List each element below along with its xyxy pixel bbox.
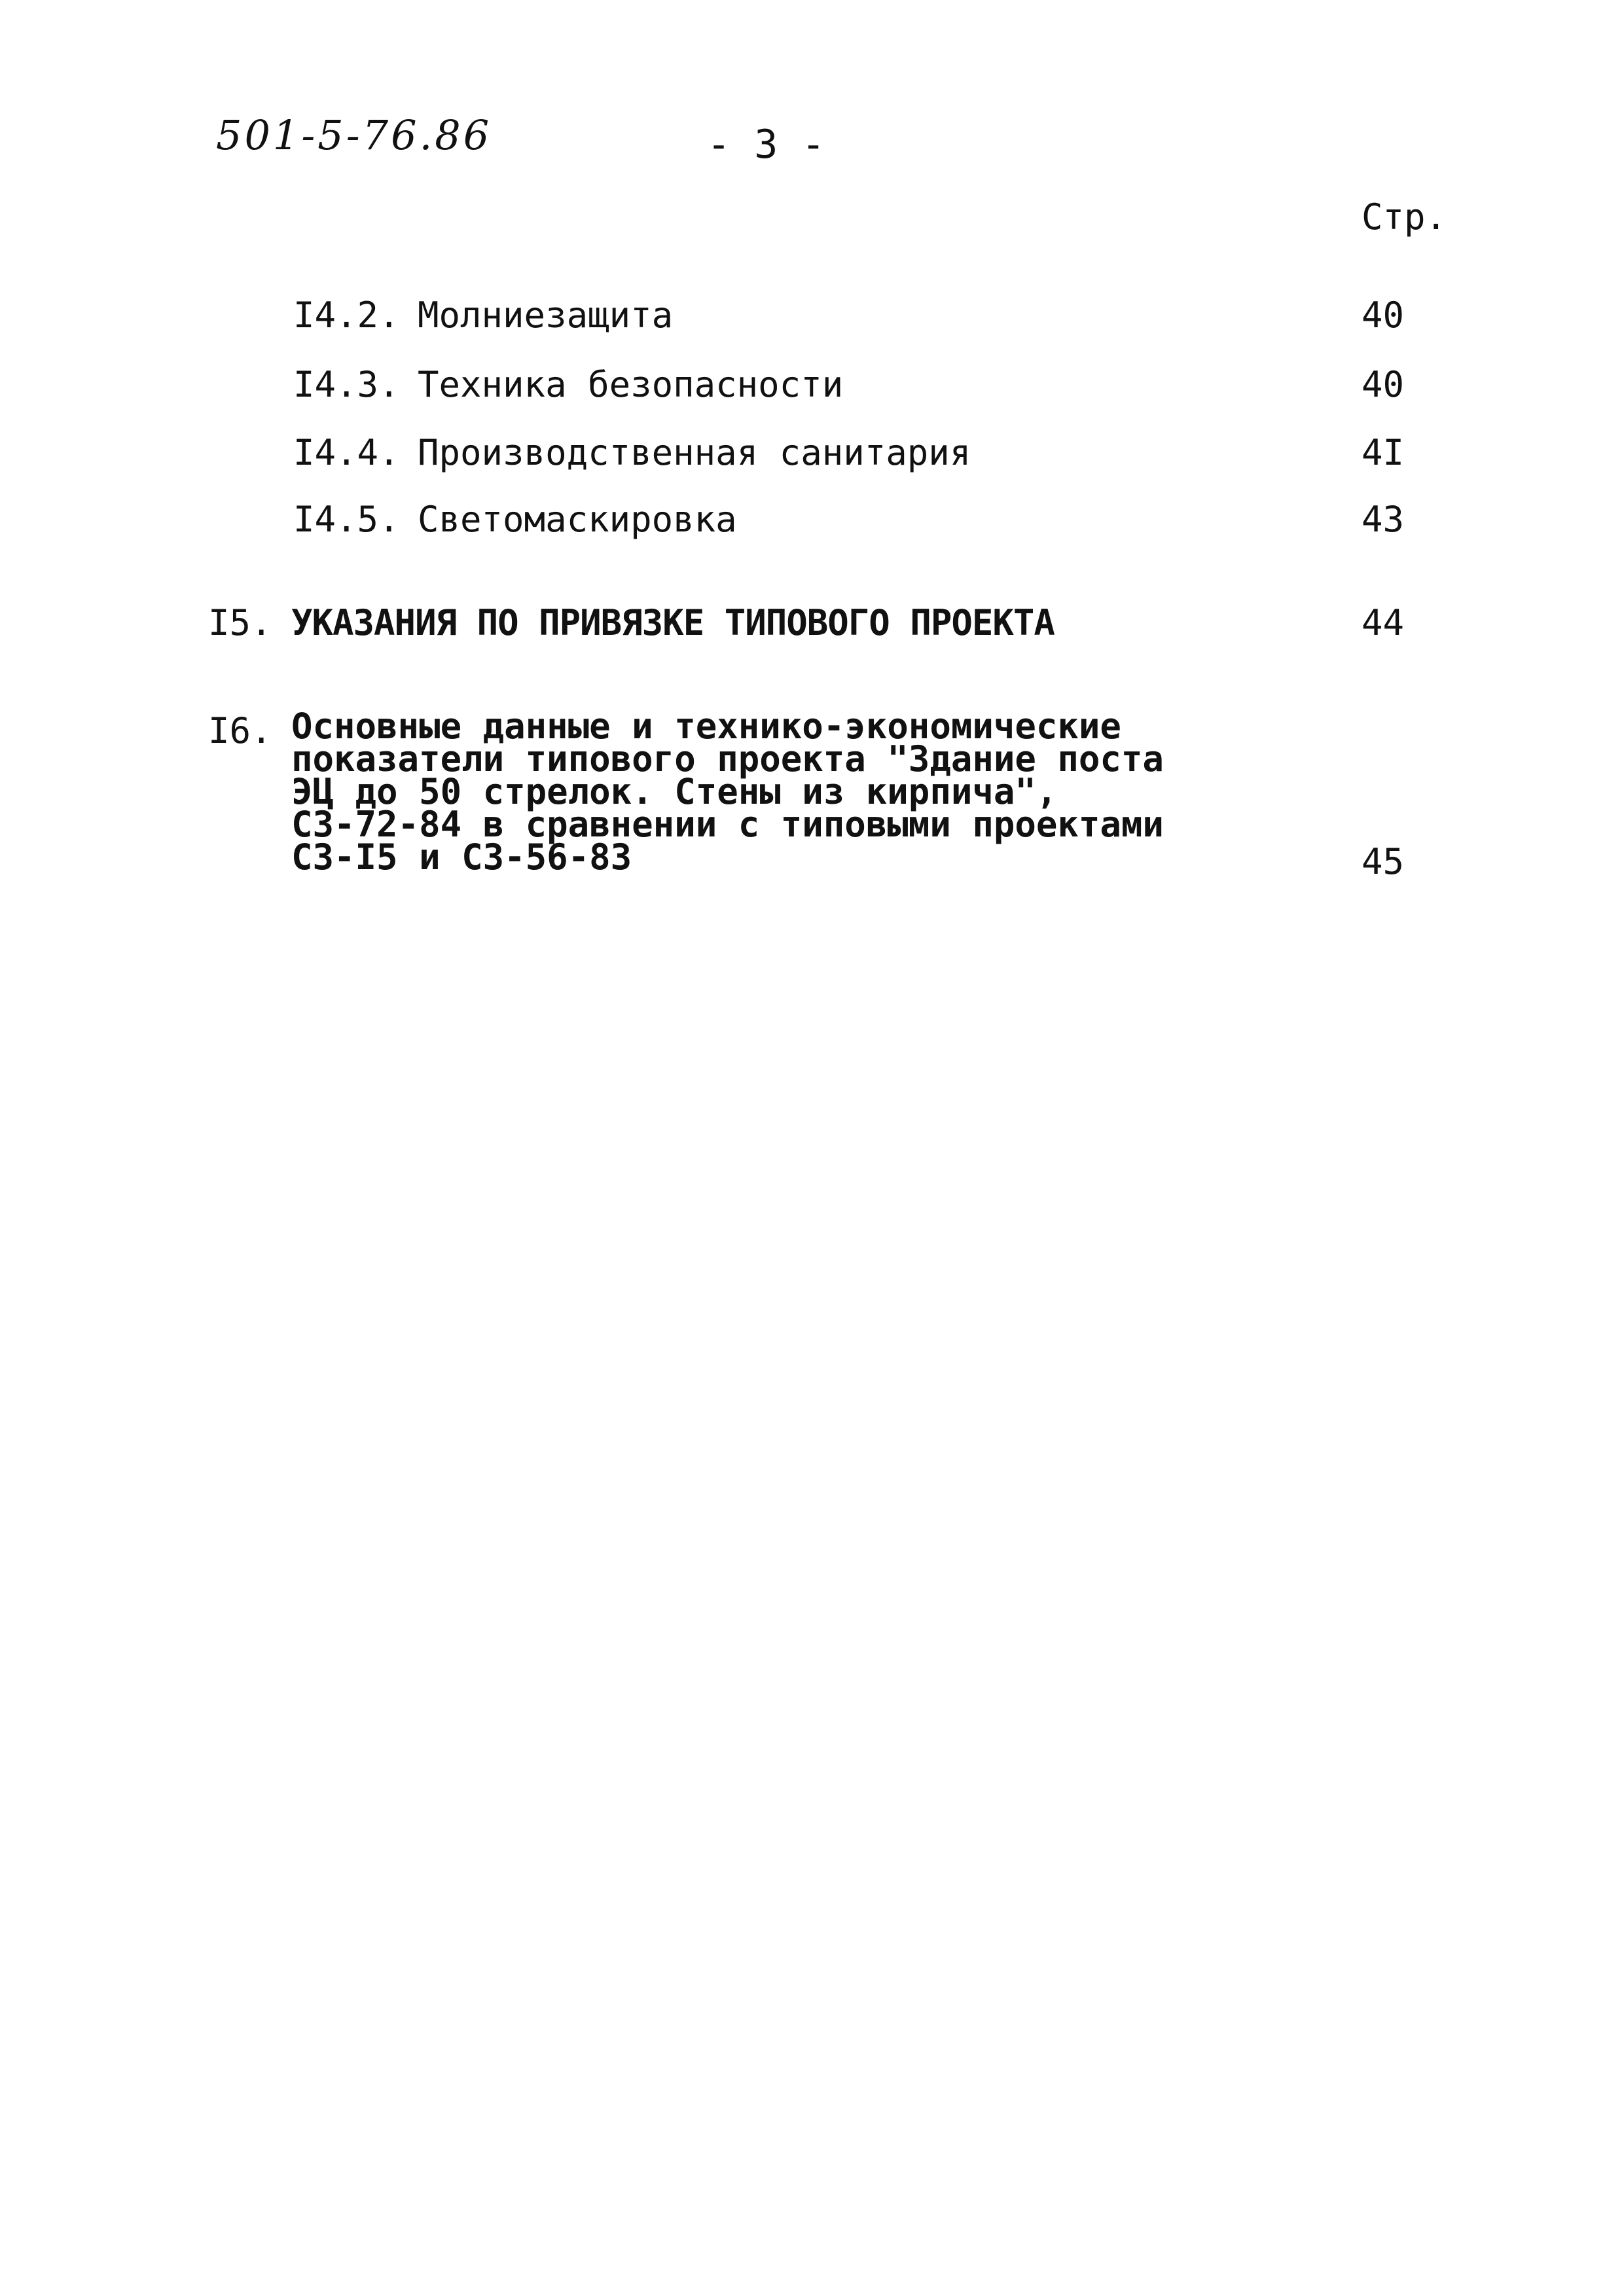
entry-page: 40: [1362, 295, 1405, 336]
entry-number: I4.4.: [293, 432, 400, 473]
entry-number: I6.: [208, 710, 272, 751]
entry-title: Светомаскировка: [418, 499, 737, 540]
entry-page: 43: [1362, 499, 1405, 540]
entry-page: 4I: [1362, 432, 1405, 473]
page-column-header: Стр.: [1362, 196, 1447, 238]
entry-page: 40: [1362, 364, 1405, 405]
entry-title: Производственная санитария: [418, 432, 971, 473]
entry-page: 44: [1362, 602, 1405, 643]
entry-number: I4.3.: [293, 364, 400, 405]
entry-title: Техника безопасности: [418, 364, 844, 405]
entry-number: I5.: [208, 602, 272, 643]
entry-page: 45: [1362, 841, 1405, 882]
page-number: - 3 -: [707, 122, 825, 168]
entry-title: УКАЗАНИЯ ПО ПРИВЯЗКЕ ТИПОВОГО ПРОЕКТА: [291, 602, 1055, 643]
entry-number: I4.2.: [293, 295, 400, 336]
entry-title: Основные данные и технико-экономические показатели типового проекта "Здание поста ЭЦ до 50 стрелок. Стены из кирпича", СЗ-72-84 в сравнении с типовыми проектами СЗ-I5 и СЗ-56-83: [291, 706, 1164, 878]
document-code: 501-5-76.86: [216, 111, 492, 159]
entry-number: I4.5.: [293, 499, 400, 540]
entry-title: Молниезащита: [418, 295, 674, 336]
